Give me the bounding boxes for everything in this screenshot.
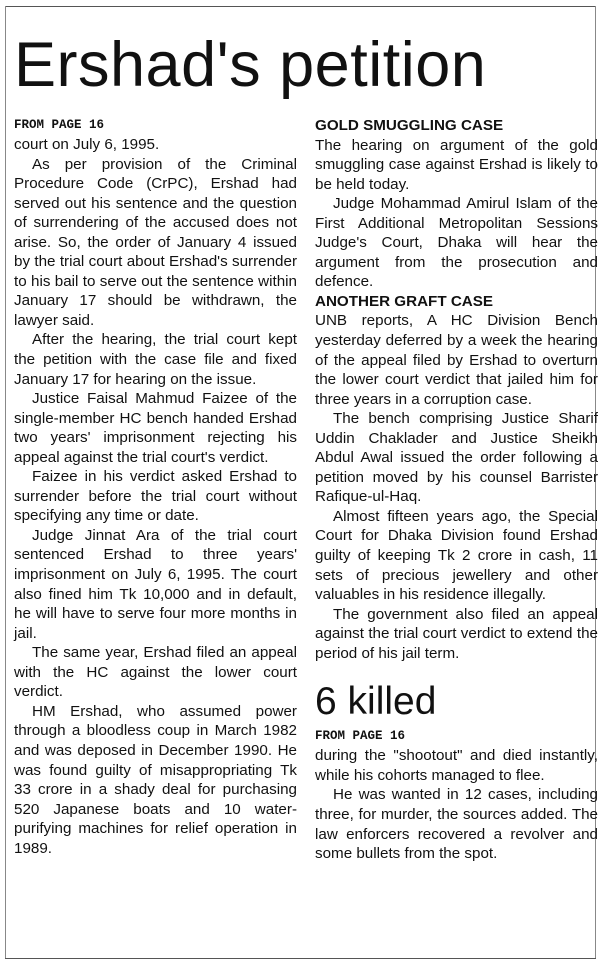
body-paragraph: Faizee in his verdict asked Ershad to surrender before the trial court without specifying any time or date. (14, 468, 297, 525)
body-paragraph: Judge Jinnat Ara of the trial court sentenced Ershad to three years' imprisonment on July 6, 1995. The court also fined him Tk 10,000 and in default, he will have to serve four more months in jail. (14, 526, 297, 642)
from-page-kicker: FROM PAGE 16 (14, 118, 105, 132)
second-article-headline: 6 killed (315, 680, 437, 724)
body-paragraph: The bench comprising Justice Sharif Uddin Chaklader and Justice Sheikh Abdul Awal issued the order following a petition moved by his counsel Barrister Rafique-ul-Haq. (315, 410, 598, 506)
body-paragraph: He was wanted in 12 cases, including three, for murder, the sources added. The law enforcers recovered a revolver and some bullets from the spot. (315, 786, 598, 863)
left-column (14, 116, 297, 858)
right-column (315, 116, 598, 864)
left-border (5, 6, 6, 958)
subhead-gold-smuggling: GOLD SMUGGLING CASE (315, 117, 504, 134)
body-paragraph: As per provision of the Criminal Procedure Code (CrPC), Ershad had served out his sentence and the question of surrendering of the accused does not arise. So, the order of January 4 issued by the trial court about Ershad's surrender to his bail to serve out the sentence within January 17 should be withdrawn, the lawyer said. (14, 155, 297, 329)
body-paragraph: The hearing on argument of the gold smuggling case against Ershad is likely to be held today. (315, 136, 598, 193)
body-paragraph: The same year, Ershad filed an appeal with the HC against the lower court verdict. (14, 644, 297, 701)
second-from-page-kicker: FROM PAGE 16 (315, 729, 406, 744)
body-paragraph: during the "shootout" and died instantly, while his cohorts managed to flee. (315, 747, 598, 784)
top-border (5, 6, 596, 7)
body-paragraph: The government also filed an appeal against the trial court verdict to extend the period of his jail term. (315, 605, 598, 662)
body-paragraph: UNB reports, A HC Division Bench yesterday deferred by a week the hearing of the appeal filed by Ershad to overturn the lower court verdict that jailed him for three years in a corruption case. (315, 312, 598, 408)
body-paragraph: HM Ershad, who assumed power through a bloodless coup in March 1982 and was deposed in December 1990. He was found guilty of misappropriating Tk 33 crore in a shady deal for purchasing 520 Japanese boats and 10 water-purifying machines for relief operation in 1989. (14, 702, 297, 857)
body-paragraph: Almost fifteen years ago, the Special Court for Dhaka Division found Ershad guilty of keeping Tk 2 crore in cash, 11 sets of precious jewellery and other valuables in his residence illegally. (315, 507, 598, 604)
body-paragraph: After the hearing, the trial court kept the petition with the case file and fixed January 17 for hearing on the issue. (14, 331, 297, 388)
body-paragraph: court on July 6, 1995. (14, 136, 160, 153)
body-paragraph: Justice Faisal Mahmud Faizee of the single-member HC bench handed Ershad two years' imprisonment rejecting his appeal against the trial court's verdict. (14, 390, 297, 466)
subhead-another-graft: ANOTHER GRAFT CASE (315, 292, 494, 310)
body-paragraph: Judge Mohammad Amirul Islam of the First Additional Metropolitan Sessions Judge's Court, Dhaka will hear the argument from the prosecution and defence. (315, 195, 598, 291)
bottom-border (5, 958, 596, 959)
article-headline: Ershad's petition (14, 30, 487, 100)
